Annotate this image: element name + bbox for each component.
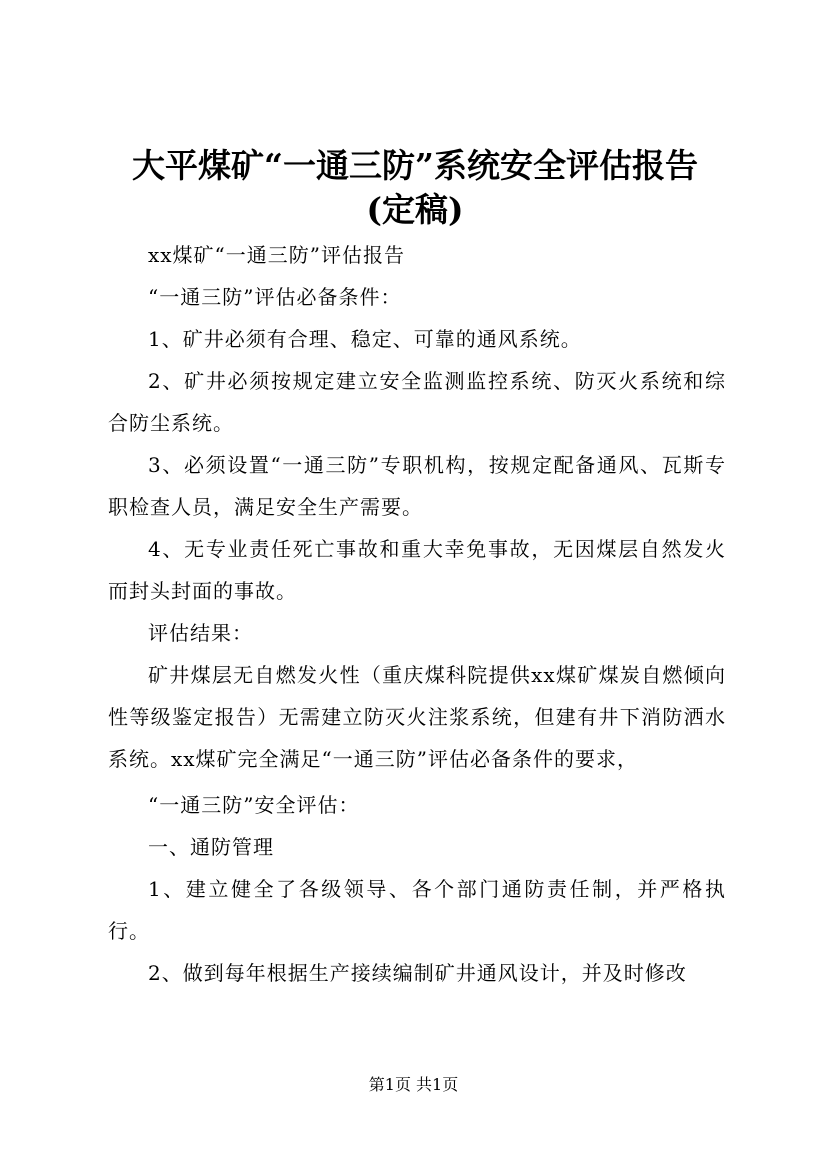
paragraph-5: 3、必须设置“一通三防”专职机构，按规定配备通风、瓦斯专职检查人员，满足安全生产需要。 [108, 453, 726, 519]
paragraph-3: 1、矿井必须有合理、稳定、可靠的通风系统。 [148, 327, 582, 351]
paragraph-1: xx煤矿“一通三防”评估报告 [148, 243, 406, 267]
paragraph-12: 2、做到每年根据生产接续编制矿井通风设计，并及时修改 [148, 961, 687, 985]
paragraph-10: 一、通防管理 [148, 835, 274, 859]
paragraph-2: “一通三防”评估必备条件： [148, 285, 402, 309]
paragraph-6: 4、无专业责任死亡事故和重大幸免事故，无因煤层自然发火而封头封面的事故。 [108, 537, 726, 603]
document-body [108, 234, 726, 994]
paragraph-11: 1、建立健全了各级领导、各个部门通防责任制，并严格执行。 [108, 877, 726, 943]
paragraph-8: 矿井煤层无自燃发火性（重庆煤科院提供xx煤矿煤炭自燃倾向性等级鉴定报告）无需建立防灭火注浆系统，但建有井下消防洒水系统。xx煤矿完全满足“一通三防”评估必备条件的要求， [108, 663, 726, 771]
paragraph-9: “一通三防”安全评估： [148, 793, 360, 817]
paragraph-4: 2、矿井必须按规定建立安全监测监控系统、防灭火系统和综合防尘系统。 [108, 369, 726, 435]
page-footer: 第1页 共1页 [368, 1075, 459, 1094]
paragraph-7: 评估结果： [148, 621, 253, 645]
page-title: 大平煤矿“一通三防”系统安全评估报告(定稿) [132, 146, 698, 229]
